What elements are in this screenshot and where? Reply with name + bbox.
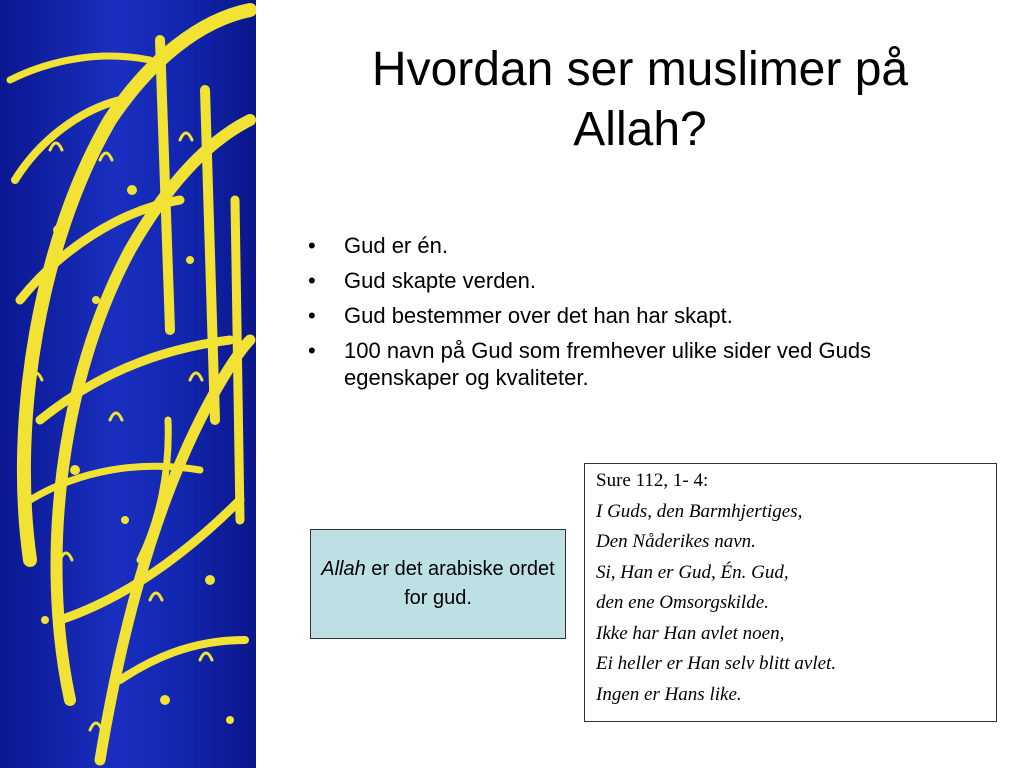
slide-title — [290, 40, 990, 160]
sura-line: Ingen er Hans like. — [596, 683, 742, 705]
bullet-list — [304, 232, 944, 399]
sura-quote-box — [584, 463, 997, 722]
sura-line: Ikke har Han avlet noen, — [596, 622, 785, 644]
allah-word: Allah — [321, 558, 366, 580]
sura-reference: Sure 112, 1- 4: — [596, 470, 709, 491]
allah-definition-box — [310, 529, 566, 639]
sura-line: den ene Omsorgskilde. — [596, 592, 769, 613]
slide-title-line-1: Hvordan ser muslimer på — [371, 43, 909, 96]
calligraphy-image — [0, 0, 256, 768]
bullet-item: • 100 navn på Gud som fremhever ulike sider ved Guds egenskaper og kvaliteter. — [304, 337, 944, 391]
sura-line: Ei heller er Han selv blitt avlet. — [596, 653, 837, 674]
sura-line: Den Nåderikes navn. — [596, 531, 756, 552]
sura-line: I Guds, den Barmhjertiges, — [596, 500, 803, 522]
allah-definition-text — [319, 555, 557, 613]
bullet-item: • Gud er én. — [304, 232, 944, 259]
allah-definition-rest: er det arabiske ordet for gud. — [365, 558, 555, 609]
bullet-item: • Gud bestemmer over det han har skapt. — [304, 302, 944, 329]
slide-title-line-2: Allah? — [573, 103, 707, 156]
bullet-item: • Gud skapte verden. — [304, 267, 944, 294]
arabic-calligraphy-artwork — [0, 0, 256, 768]
sura-line: Si, Han er Gud, Én. Gud, — [596, 561, 789, 583]
